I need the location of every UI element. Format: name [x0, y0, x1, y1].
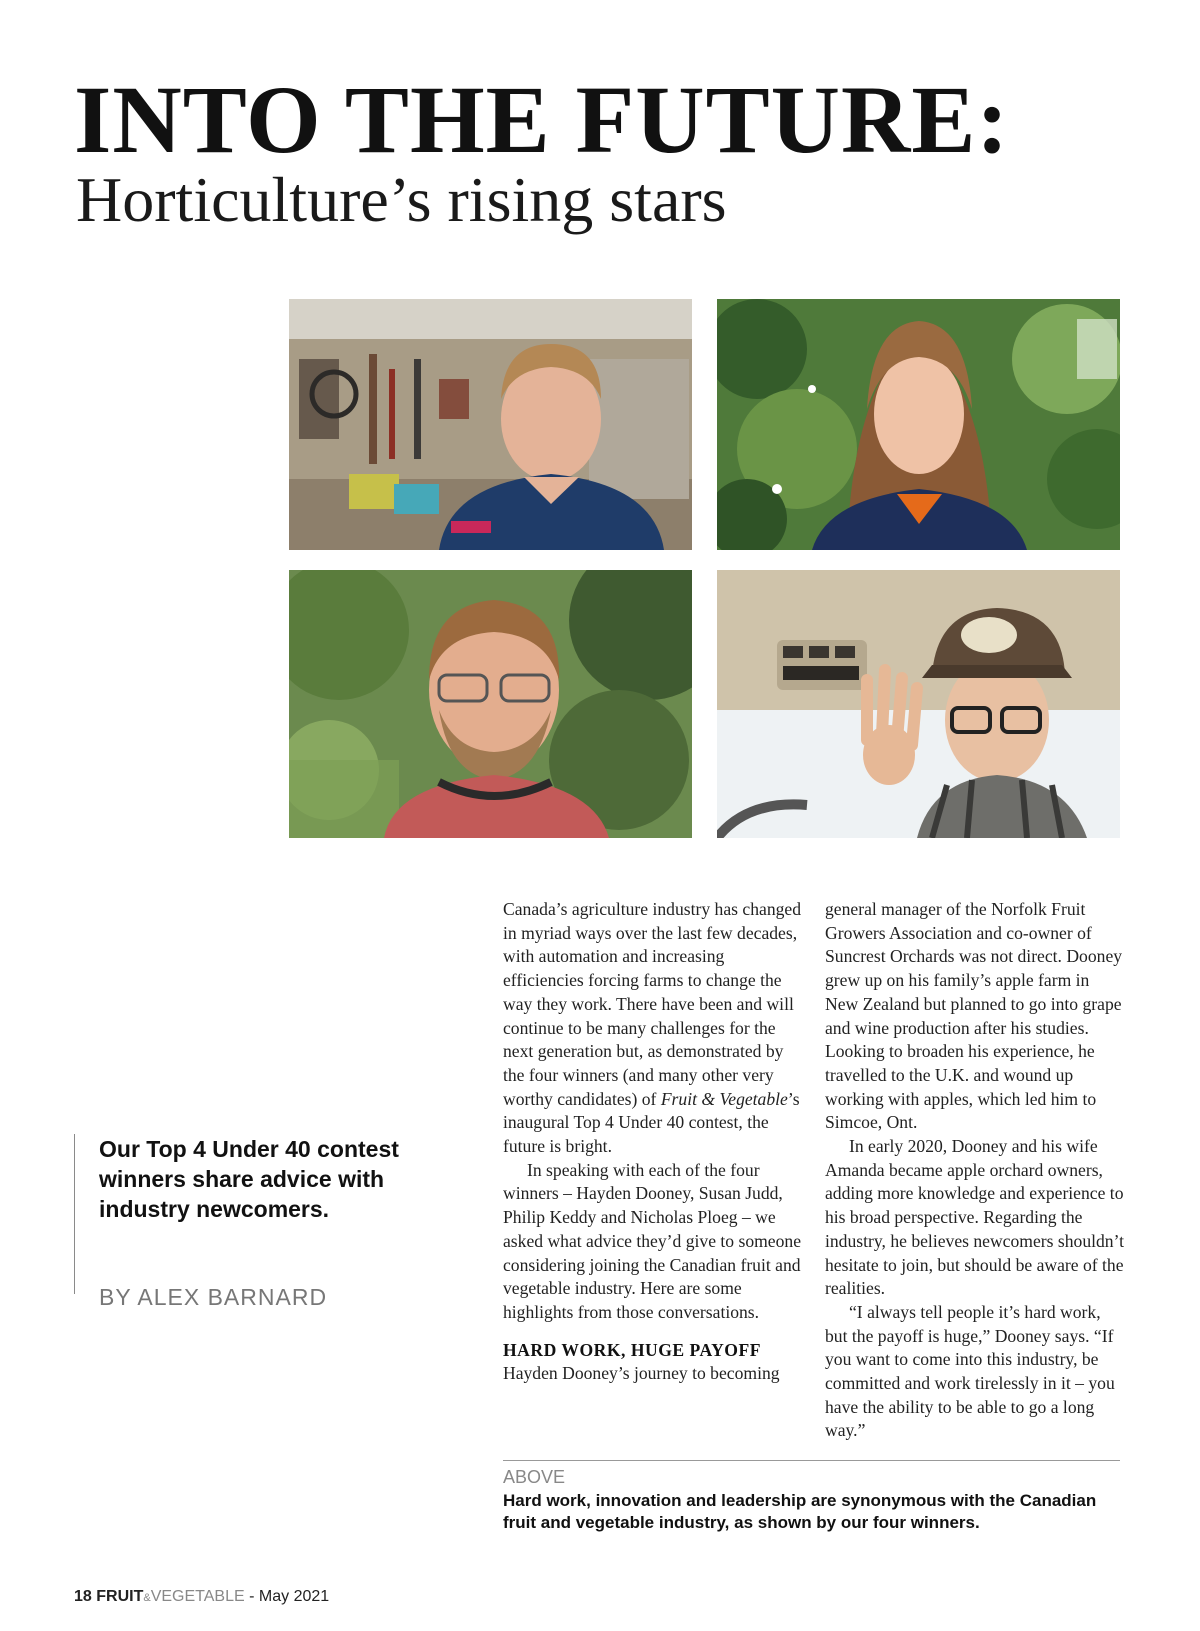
portrait-woman-orchard-icon [717, 299, 1120, 550]
paragraph: “I always tell people it’s hard work, but the payoff is huge,” Dooney says. “If you want to come into this industry, be committed and work tirelessly in it – you have the ability to be able to go a long way.” [825, 1301, 1115, 1441]
section-heading: HARD WORK, HUGE PAYOFF [503, 1339, 761, 1360]
portrait-man-workshop-icon [289, 299, 692, 550]
portrait-man-garden-icon [289, 570, 692, 838]
paragraph: general manager of the Norfolk Fruit Growers Association and co-owner of Suncrest Orchards was not direct. Dooney grew up on his family’s apple farm in New Zealand but planned to go into grape and wine production after his studies. Looking to broaden his experience, he travelled to the U.K. and wound up working with apples, which led him to Simcoe, Ont. [825, 899, 1123, 1133]
byline: BY ALEX BARNARD [99, 1284, 328, 1310]
headline: INTO THE FUTURE: [74, 66, 1010, 173]
magazine-name-amp: & [143, 1592, 151, 1604]
article-deck: Our Top 4 Under 40 contest winners share advice with industry newcomers. [99, 1136, 399, 1222]
page-footer [74, 1588, 329, 1606]
photo-caption: Hard work, innovation and leadership are synonymous with the Canadian fruit and vegetable industry, as shown by our four winners. [503, 1491, 1097, 1532]
article-column-1 [503, 898, 803, 1386]
pull-quote-block [74, 1134, 429, 1310]
caption-divider [503, 1460, 1120, 1461]
issue-date: - May 2021 [244, 1588, 330, 1605]
paragraph: In speaking with each of the four winners – Hayden Dooney, Susan Judd, Philip Keddy and Nicholas Ploeg – we asked what advice they’d give to someone considering joining the Canadian fruit and vegetable industry. Here are some highlights from those conversations. [503, 1159, 802, 1322]
article-column-2 [825, 898, 1125, 1443]
page-number: 18 [74, 1588, 92, 1605]
magazine-name-fruit: FRUIT [96, 1588, 144, 1605]
caption-label: ABOVE [503, 1467, 566, 1487]
paragraph: Canada’s agriculture industry has changed in myriad ways over the last few decades, with automation and increasing efficiencies forcing farms to change the way they work. There have been and will continue to be many challenges for the next generation but, as demonstrated by the four winners (and many other very worthy candidates) of Fruit & Vegetable’s inaugural Top 4 Under 40 contest, the future is bright. [503, 899, 802, 1157]
subheadline: Horticulture’s rising stars [76, 164, 727, 235]
portrait-man-tractor-cab-icon [717, 570, 1120, 838]
magazine-name-vegetable: VEGETABLE [150, 1588, 245, 1605]
paragraph: Hayden Dooney’s journey to becoming [503, 1363, 780, 1384]
paragraph: In early 2020, Dooney and his wife Amanda became apple orchard owners, adding more knowledge and experience to his broad perspective. Regarding the industry, he believes newcomers shouldn’t hesitate to join, but should be aware of the realities. [825, 1136, 1125, 1299]
